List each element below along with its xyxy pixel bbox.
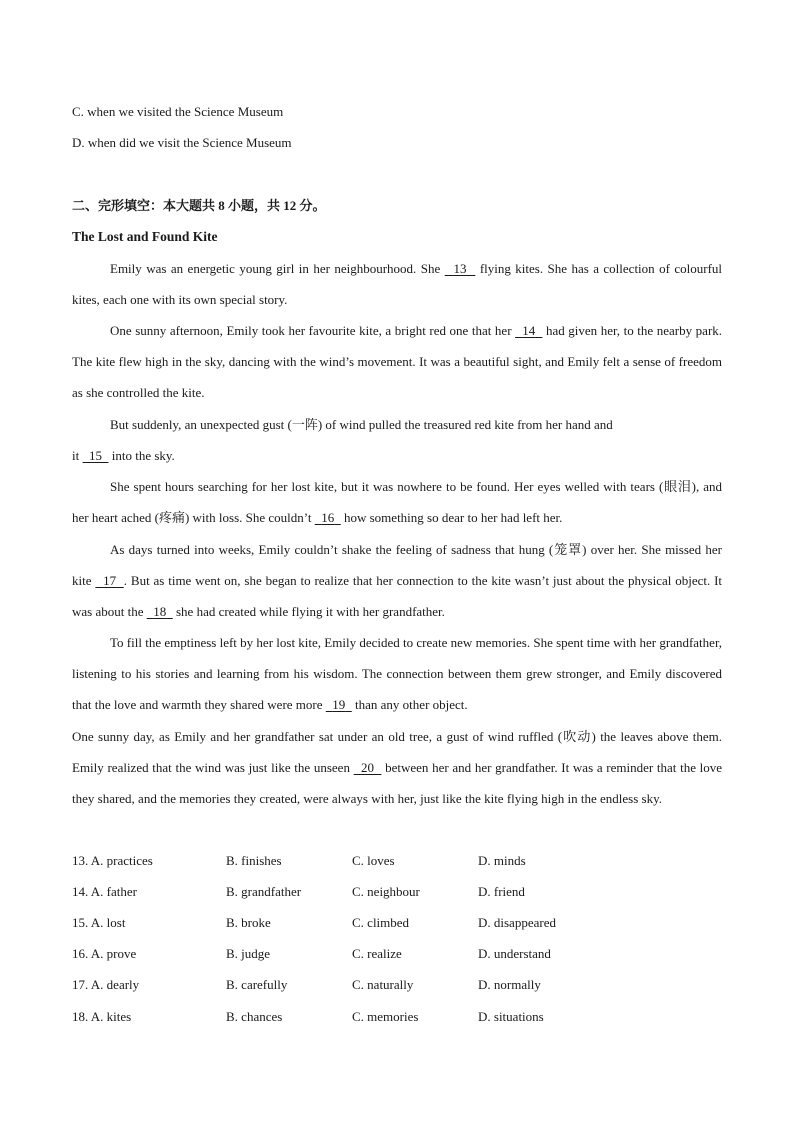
option-c: C. memories (352, 1009, 419, 1024)
blank-13: 13 (453, 261, 467, 276)
paragraph-7: One sunny day, as Emily and her grandfather sat under an old tree, a gust of wind ruffled (吹动) the leaves above them. Emily realized that the wind was just like the unseen 20 between her and her grandfather. It was a reminder that the love they shared, and the memories they created, were always with her, just like the kite flying high in the endless sky. (72, 729, 723, 806)
option-d: D. minds (478, 853, 526, 868)
paragraph-6: To fill the emptiness left by her lost kite, Emily decided to create new memories. She spent time with her grandfather, listening to his stories and learning from his wisdom. The connection between them grew stronger, and Emily discovered that the love and warmth they shared were more 19 than any other object. (72, 635, 722, 712)
option-c: C. realize (352, 946, 402, 961)
paragraph-5: As days turned into weeks, Emily couldn’t shake the feeling of sadness that hung (笼罩) over her. She missed her kite 17 . But as time went on, she began to realize that her connection to the kite wasn’t just about the physical object. It was about the 18 she had created while flying it with her grandfather. (72, 542, 723, 619)
option-c: C. naturally (352, 977, 414, 992)
option-d: D. normally (478, 977, 541, 992)
option-a: 16. A. prove (72, 946, 137, 961)
blank-16: 16 (321, 510, 335, 525)
blank-20: 20 (361, 760, 375, 775)
paragraph-3: But suddenly, an unexpected gust (一阵) of wind pulled the treasured red kite from her hand and it 15 into the sky. (72, 417, 613, 463)
question-16 (72, 945, 722, 963)
option-a: 13. A. practices (72, 853, 153, 868)
option-a: 14. A. father (72, 884, 137, 899)
blank-14: 14 (522, 323, 536, 338)
blank-18: 18 (153, 604, 167, 619)
option-d: D. friend (478, 884, 525, 899)
option-b: B. grandfather (226, 884, 302, 899)
option-d: D. understand (478, 946, 551, 961)
section-heading: 二、完形填空：本大题共 8 小题，共 12 分。 (72, 198, 326, 213)
option-d: D. disappeared (478, 915, 556, 930)
option-a: 18. A. kites (72, 1009, 132, 1024)
question-15 (72, 914, 722, 932)
question-17 (72, 976, 722, 994)
option-b: B. carefully (226, 977, 288, 992)
blank-19: 19 (332, 697, 346, 712)
option-b: B. judge (226, 946, 271, 961)
option-b: B. chances (226, 1009, 283, 1024)
option-b: B. finishes (226, 853, 282, 868)
option-d-prev: D. when did we visit the Science Museum (72, 135, 292, 150)
paragraph-2: One sunny afternoon, Emily took her favourite kite, a bright red one that her 14 had given her, to the nearby park. The kite flew high in the sky, dancing with the wind’s movement. It was a beautiful sight, and Emily felt a sense of freedom as she controlled the kite. (72, 323, 723, 400)
question-14 (72, 883, 722, 901)
option-a: 17. A. dearly (72, 977, 140, 992)
option-b: B. broke (226, 915, 271, 930)
blank-17: 17 (103, 573, 117, 588)
option-d: D. situations (478, 1009, 544, 1024)
paragraph-1: Emily was an energetic young girl in her neighbourhood. She 13 flying kites. She has a collection of colourful kites, each one with its own special story. (72, 261, 723, 307)
paragraph-4: She spent hours searching for her lost kite, but it was nowhere to be found. Her eyes welled with tears (眼泪), and her heart ached (疼痛) with loss. She couldn’t 16 how something so dear to her had left her. (72, 479, 722, 525)
blank-15: 15 (88, 448, 102, 463)
option-c-prev: C. when we visited the Science Museum (72, 104, 284, 119)
option-c: C. neighbour (352, 884, 420, 899)
passage-title: The Lost and Found Kite (72, 229, 218, 244)
question-13 (72, 852, 722, 870)
option-a: 15. A. lost (72, 915, 126, 930)
question-18 (72, 1008, 722, 1026)
option-c: C. loves (352, 853, 395, 868)
option-c: C. climbed (352, 915, 410, 930)
